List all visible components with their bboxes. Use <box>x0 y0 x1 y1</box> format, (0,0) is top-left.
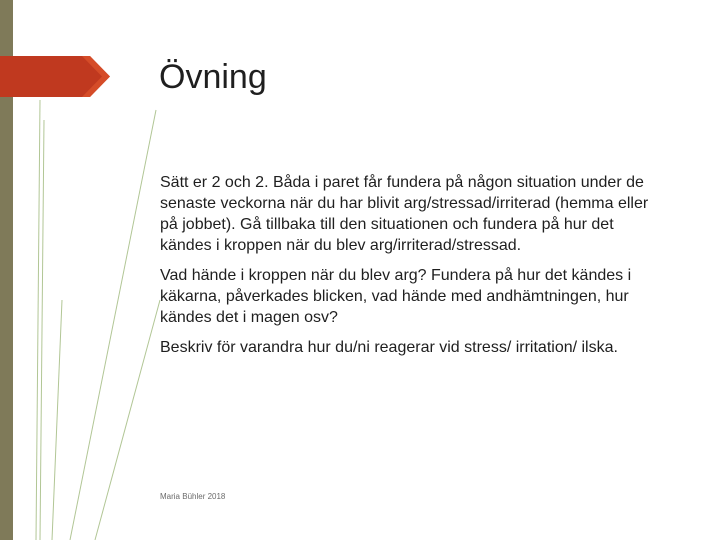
body-paragraph: Beskriv för varandra hur du/ni reagerar vid stress/ irritation/ ilska. <box>160 339 618 356</box>
slide-body <box>160 172 660 367</box>
slide-title: Övning <box>159 58 267 96</box>
footer-text: Maria Bühler 2018 <box>160 492 226 501</box>
title-tab-icon <box>0 56 110 97</box>
body-paragraph: Vad hände i kroppen när du blev arg? Fundera på hur det kändes i käkarna, påverkades blicken, vad hände med andhämtningen, hur kändes det i magen osv? <box>160 267 632 326</box>
body-paragraph: Sätt er 2 och 2. Båda i paret får fundera på någon situation under de senaste veckorna när du har blivit arg/stressad/irriterad (hemma eller på jobbet). Gå tillbaka till den situationen och fundera på hur det kändes i kroppen när du blev arg/irriterad/stressad. <box>160 174 649 254</box>
